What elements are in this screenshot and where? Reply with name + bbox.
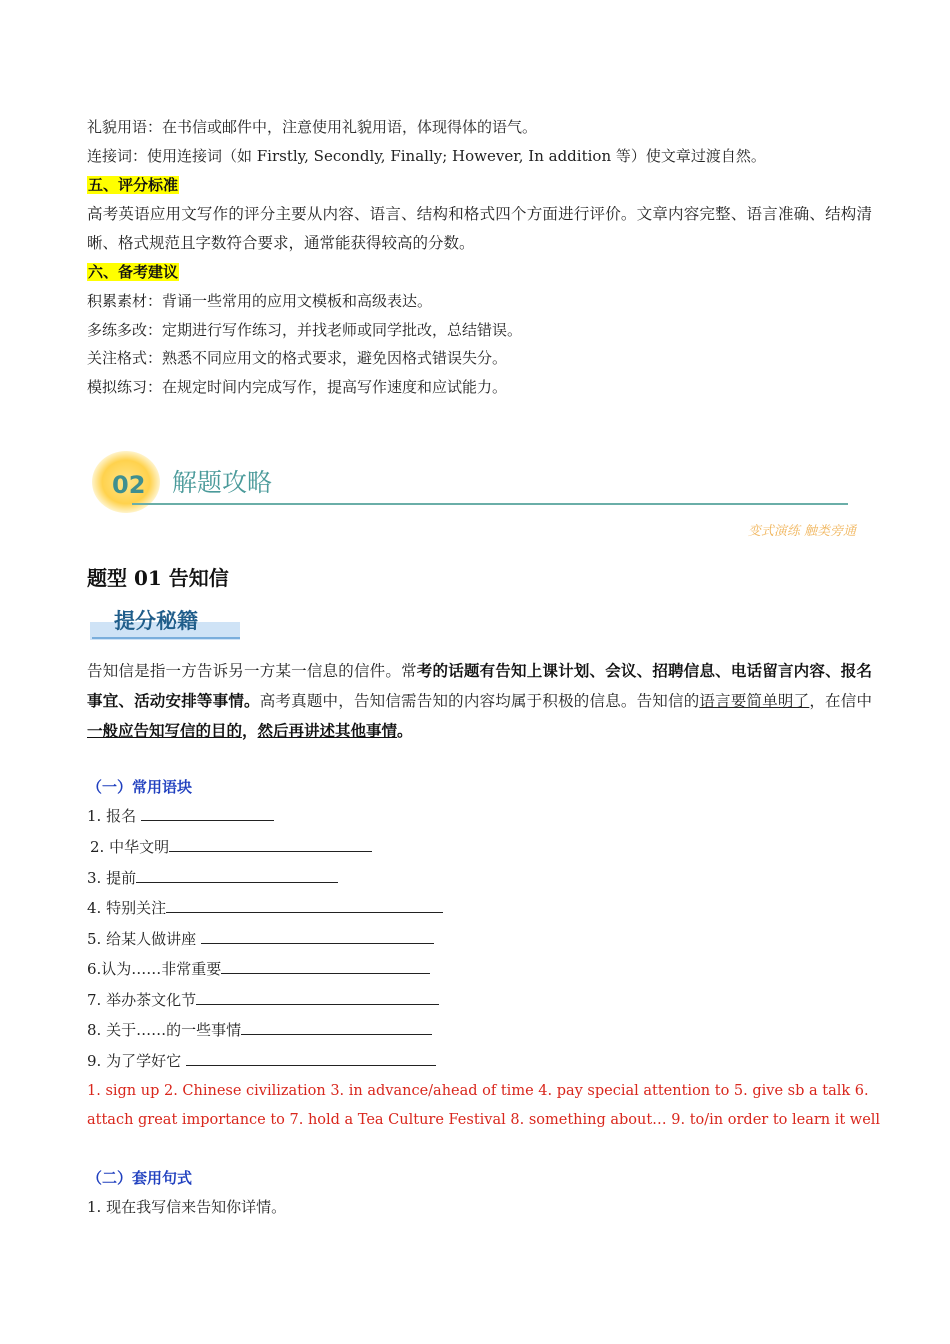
answer-blank — [241, 1020, 432, 1035]
intro-topics: 考的话题有告知上课计划、会议、招聘信息、电话留言内容、报名事宜、活动安排等事情。 — [87, 661, 872, 710]
phrase-item — [87, 990, 439, 1010]
phrase-item — [87, 1051, 436, 1071]
intro-part: 告知信是指一方告诉另一方某一信息的信件。常 — [87, 662, 417, 680]
phrase-item — [87, 806, 274, 826]
intro-part: ，在信中 — [809, 692, 872, 710]
banner-number: 02 — [112, 471, 146, 499]
section-5-heading-text: 五、评分标准 — [88, 176, 179, 194]
tip-item: 多练多改：定期进行写作练习，并找老师或同学批改，总结错误。 — [87, 321, 523, 339]
phrase-item — [87, 1020, 432, 1040]
phrase-item — [87, 868, 338, 888]
phrase-item — [87, 929, 434, 949]
intro-part: 高考真题中，告知信需告知的内容均属于积极的信息。告知信的 — [259, 692, 700, 710]
question-type-title: 题型 01 告知信 — [87, 566, 229, 590]
intro-comma: ， — [242, 721, 258, 740]
phrase-item — [87, 959, 430, 979]
answer-blank — [186, 1051, 436, 1066]
phrase-label: 4. 特别关注 — [87, 899, 167, 917]
intro-purpose: 一般应告知写信的目的 — [87, 721, 243, 740]
sentence-item: 1. 现在我写信来告知你详情。 — [87, 1198, 287, 1216]
section-5-heading — [87, 175, 179, 195]
phrase-label: 9. 为了学好它 — [87, 1052, 182, 1070]
phrase-label: 3. 提前 — [87, 869, 137, 887]
sentences-heading: （二）套用句式 — [87, 1169, 193, 1187]
phrase-label: 1. 报名 — [87, 807, 137, 825]
tifen-label: 提分秘籍 — [114, 609, 198, 633]
phrase-label: 7. 举办茶文化节 — [87, 991, 197, 1009]
phrase-label: 8. 关于……的一些事情 — [87, 1021, 242, 1039]
section-banner — [90, 448, 860, 548]
phrase-label: 5. 给某人做讲座 — [87, 930, 197, 948]
section-5-text: 高考英语应用文写作的评分主要从内容、语言、结构和格式四个方面进行评价。文章内容完整、语言准确、结构清晰、格式规范且字数符合要求，通常能获得较高的分数。 — [87, 205, 872, 252]
tip-item: 积累素材：背诵一些常用的应用文模板和高级表达。 — [87, 292, 433, 310]
section-6-heading-text: 六、备考建议 — [88, 263, 179, 281]
phrase-item — [90, 837, 372, 857]
banner-subtitle: 变式演练 触类旁通 — [747, 524, 856, 539]
intro-period: 。 — [397, 721, 413, 740]
phrases-heading: （一）常用语块 — [87, 778, 193, 796]
connectives-item: 连接词：使用连接词（如 Firstly, Secondly, Finally; However, In addition 等）使文章过渡自然。 — [87, 147, 766, 165]
tifen-badge — [90, 600, 242, 644]
intro-other: 然后再讲述其他事情 — [257, 721, 398, 740]
tip-item: 关注格式：熟悉不同应用文的格式要求，避免因格式错误失分。 — [87, 349, 508, 367]
phrase-answers-line-2: attach great importance to 7. hold a Tea Culture Festival 8. something about… 9. to/in order to learn it well — [87, 1112, 881, 1128]
answer-blank — [201, 929, 434, 944]
answer-blank — [136, 868, 338, 883]
polite-language-item: 礼貌用语：在书信或邮件中，注意使用礼貌用语，体现得体的语气。 — [87, 118, 538, 136]
answer-blank — [141, 806, 274, 821]
phrase-item — [87, 898, 443, 918]
section-6-heading — [87, 262, 179, 282]
phrase-label: 6.认为……非常重要 — [87, 960, 222, 978]
intro-paragraph — [87, 656, 872, 746]
intro-underline: 语言要简单明了 — [699, 692, 810, 710]
phrase-answers-line-1: 1. sign up 2. Chinese civilization 3. in advance/ahead of time 4. pay special attention to 5. give sb a talk 6. — [87, 1083, 869, 1099]
answer-blank — [196, 990, 439, 1005]
phrase-label: 2. 中华文明 — [90, 838, 170, 856]
tip-item: 模拟练习：在规定时间内完成写作，提高写作速度和应试能力。 — [87, 378, 508, 396]
answer-blank — [166, 898, 443, 913]
answer-blank — [169, 837, 372, 852]
banner-title: 解题攻略 — [172, 468, 273, 497]
answer-blank — [221, 959, 430, 974]
